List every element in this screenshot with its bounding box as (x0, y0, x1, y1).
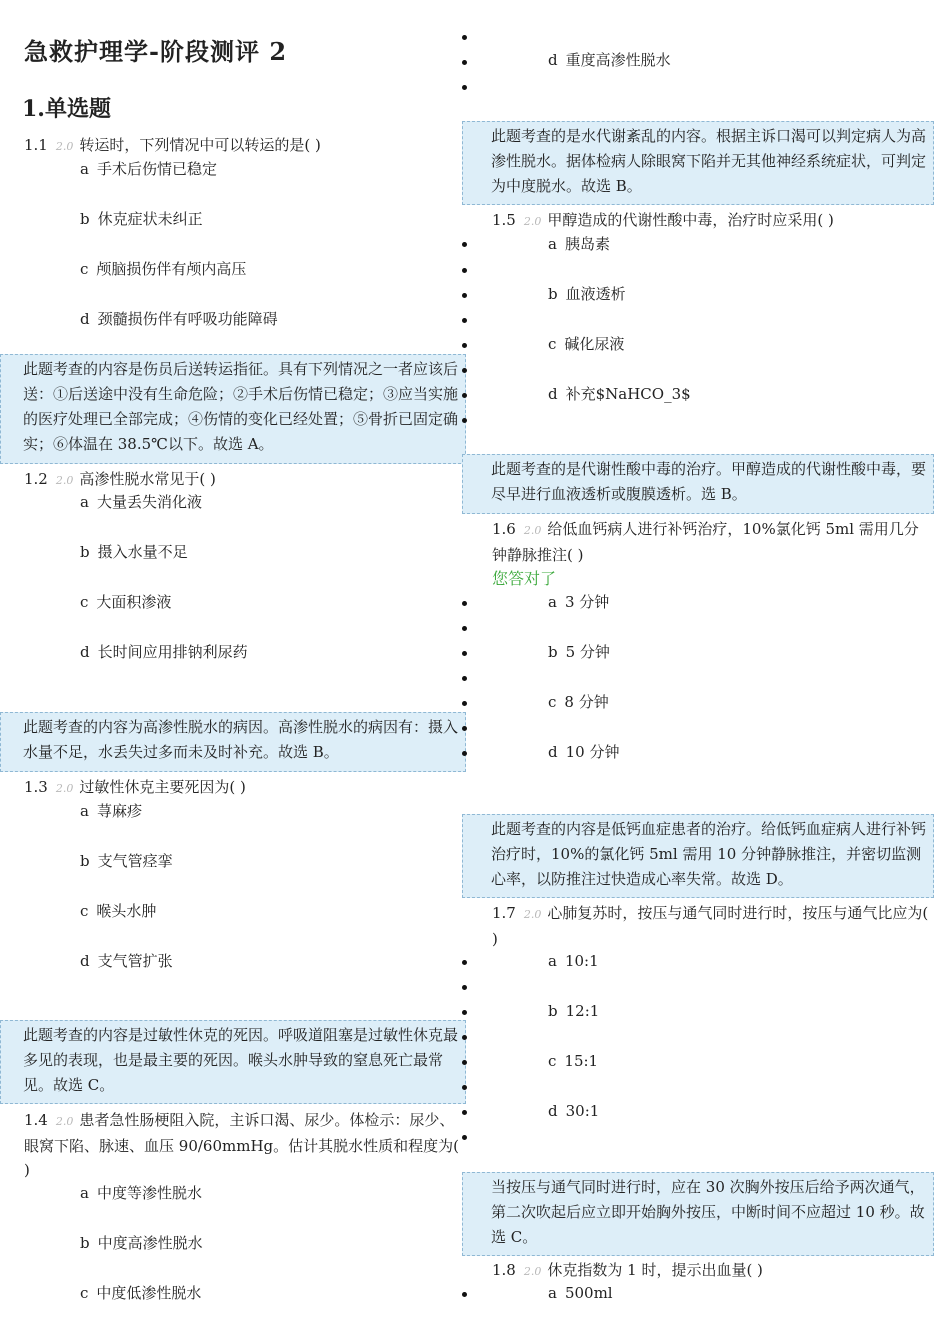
question-1-3 (24, 775, 454, 801)
question-1-1 (24, 133, 454, 159)
question-score: 2.0 (523, 215, 542, 228)
option-c[interactable]: c 喉头水肿 (80, 902, 157, 920)
list-bullet (462, 1085, 467, 1090)
option-c[interactable]: c 15:1 (548, 1052, 599, 1070)
question-number: 1.6 (492, 520, 516, 538)
explanation-box: 此题考查的内容是低钙血症患者的治疗。给低钙血症病人进行补钙治疗时，10%的氯化钙 5ml 需用 10 分钟静脉推注，并密切监测心率，以防推注过快造成心率失常。故选 D。 (462, 814, 934, 898)
list-bullet (462, 626, 467, 631)
option-d[interactable]: d 长时间应用排钠利尿药 (80, 643, 248, 661)
question-text: 甲醇造成的代谢性酸中毒，治疗时应采用( ) (547, 211, 834, 229)
list-bullet (462, 651, 467, 656)
option-d[interactable]: d 10 分钟 (548, 743, 620, 761)
option-c[interactable]: c 8 分钟 (548, 693, 609, 711)
explanation-box: 此题考查的内容是过敏性休克的死因。呼吸道阻塞是过敏性休克最多见的表现，也是最主要的死因。喉头水肿导致的窒息死亡最常见。故选 C。 (0, 1020, 466, 1104)
question-1-5 (492, 208, 932, 234)
question-1-6 (492, 517, 932, 567)
explanation-box: 此题考查的内容是伤员后送转运指征。具有下列情况之一者应该后送：①后送途中没有生命危险；②手术后伤情已稳定；③应当实施的医疗处理已全部完成；④伤情的变化已经处置；⑤骨折已固定确实；⑥体温在 38.5℃以下。故选 A。 (0, 354, 466, 464)
list-bullet (462, 343, 467, 348)
option-a[interactable]: a 胰岛素 (548, 235, 610, 253)
correct-feedback: 您答对了 (492, 569, 557, 588)
question-text: 过敏性休克主要死因为( ) (79, 778, 246, 796)
question-score: 2.0 (55, 782, 74, 795)
question-score: 2.0 (55, 140, 74, 153)
question-score: 2.0 (55, 474, 74, 487)
question-number: 1.3 (24, 778, 48, 796)
option-b[interactable]: b 支气管痉挛 (80, 852, 173, 870)
list-bullet (462, 701, 467, 706)
question-1-8 (492, 1258, 932, 1284)
question-score: 2.0 (523, 524, 542, 537)
option-a[interactable]: a 3 分钟 (548, 593, 610, 611)
list-bullet (462, 960, 467, 965)
list-bullet (462, 1110, 467, 1115)
option-c[interactable]: c 颅脑损伤伴有颅内高压 (80, 260, 247, 278)
list-bullet (462, 242, 467, 247)
list-bullet (462, 393, 467, 398)
question-text: 给低血钙病人进行补钙治疗，10%氯化钙 5ml 需用几分钟静脉推注( ) (492, 520, 919, 564)
list-bullet (462, 368, 467, 373)
question-number: 1.2 (24, 470, 48, 488)
page-title: 急救护理学-阶段测评 2 (24, 37, 288, 66)
option-b[interactable]: b 休克症状未纠正 (80, 210, 203, 228)
list-bullet (462, 751, 467, 756)
question-number: 1.5 (492, 211, 516, 229)
option-d[interactable]: d 补充$NaHCO_3$ (548, 385, 691, 403)
list-bullet (462, 418, 467, 423)
question-score: 2.0 (523, 1265, 542, 1278)
option-d[interactable]: d 颈髓损伤伴有呼吸功能障碍 (80, 310, 278, 328)
question-number: 1.8 (492, 1261, 516, 1279)
question-number: 1.4 (24, 1111, 48, 1129)
list-bullet (462, 676, 467, 681)
section-heading: 1.单选题 (22, 96, 111, 122)
option-a[interactable]: a 10:1 (548, 952, 599, 970)
list-bullet (462, 1135, 467, 1140)
option-c[interactable]: c 中度低渗性脱水 (80, 1284, 202, 1302)
question-1-4 (24, 1108, 460, 1182)
question-text: 高渗性脱水常见于( ) (79, 470, 216, 488)
option-b[interactable]: b 摄入水量不足 (80, 543, 188, 561)
option-d[interactable]: d 重度高渗性脱水 (548, 51, 671, 69)
list-bullet (462, 1292, 467, 1297)
question-text: 心肺复苏时，按压与通气同时进行时，按压与通气比应为( ) (492, 904, 929, 948)
list-bullet (462, 35, 467, 40)
list-bullet (462, 60, 467, 65)
question-score: 2.0 (55, 1115, 74, 1128)
option-b[interactable]: b 中度高渗性脱水 (80, 1234, 203, 1252)
explanation-box: 此题考查的是水代谢紊乱的内容。根据主诉口渴可以判定病人为高渗性脱水。据体检病人除眼窝下陷并无其他神经系统症状，可判定为中度脱水。故选 B。 (462, 121, 934, 205)
explanation-box: 此题考查的内容为高渗性脱水的病因。高渗性脱水的病因有：摄入水量不足，水丢失过多而未及时补充。故选 B。 (0, 712, 466, 772)
option-c[interactable]: c 大面积渗液 (80, 593, 172, 611)
question-number: 1.1 (24, 136, 48, 154)
option-b[interactable]: b 12:1 (548, 1002, 600, 1020)
question-score: 2.0 (523, 908, 542, 921)
explanation-box: 此题考查的是代谢性酸中毒的治疗。甲醇造成的代谢性酸中毒，要尽早进行血液透析或腹膜透析。选 B。 (462, 454, 934, 514)
list-bullet (462, 1035, 467, 1040)
list-bullet (462, 985, 467, 990)
option-a[interactable]: a 中度等渗性脱水 (80, 1184, 202, 1202)
option-a[interactable]: a 荨麻疹 (80, 802, 142, 820)
list-bullet (462, 726, 467, 731)
question-number: 1.7 (492, 904, 516, 922)
option-b[interactable]: b 5 分钟 (548, 643, 610, 661)
question-text: 转运时，下列情况中可以转运的是( ) (79, 136, 321, 154)
question-1-7 (492, 901, 932, 951)
list-bullet (462, 293, 467, 298)
question-text: 患者急性肠梗阻入院，主诉口渴、尿少。体检示：尿少、眼窝下陷、脉速、血压 90/60mmHg。估计其脱水性质和程度为( ) (24, 1111, 459, 1179)
list-bullet (462, 1010, 467, 1015)
question-text: 休克指数为 1 时，提示出血量( ) (547, 1261, 763, 1279)
option-c[interactable]: c 碱化尿液 (548, 335, 625, 353)
option-d[interactable]: d 30:1 (548, 1102, 600, 1120)
option-a[interactable]: a 500ml (548, 1284, 613, 1302)
list-bullet (462, 1060, 467, 1065)
list-bullet (462, 268, 467, 273)
option-b[interactable]: b 血液透析 (548, 285, 626, 303)
option-a[interactable]: a 手术后伤情已稳定 (80, 160, 217, 178)
list-bullet (462, 85, 467, 90)
list-bullet (462, 318, 467, 323)
question-1-2 (24, 467, 454, 493)
explanation-box: 当按压与通气同时进行时，应在 30 次胸外按压后给予两次通气，第二次吹起后应立即开始胸外按压，中断时间不应超过 10 秒。故选 C。 (462, 1172, 934, 1256)
option-a[interactable]: a 大量丢失消化液 (80, 493, 202, 511)
option-d[interactable]: d 支气管扩张 (80, 952, 173, 970)
list-bullet (462, 601, 467, 606)
